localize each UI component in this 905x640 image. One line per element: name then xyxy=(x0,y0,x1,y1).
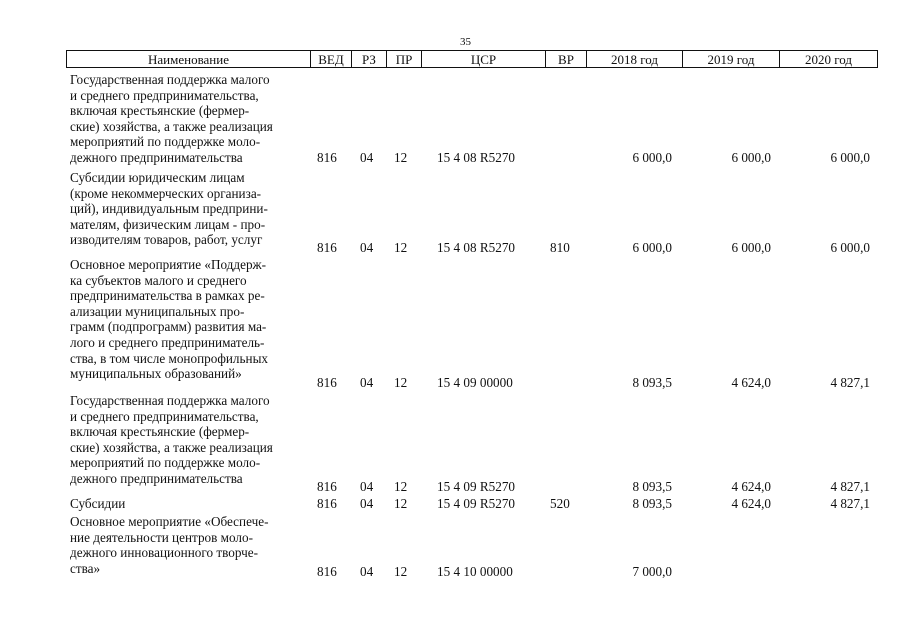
row-rz: 04 xyxy=(360,150,374,165)
row-csr: 15 4 09 00000 xyxy=(437,375,513,390)
row-rz: 04 xyxy=(360,564,374,579)
row-2018: 7 000,0 xyxy=(632,564,672,579)
row-ved: 816 xyxy=(317,375,337,390)
row-pr: 12 xyxy=(394,150,408,165)
row-2018: 8 093,5 xyxy=(632,479,672,494)
row-rz: 04 xyxy=(360,240,374,255)
row-ved: 816 xyxy=(317,479,337,494)
header-2018: 2018 год xyxy=(586,50,682,68)
row-2020: 4 827,1 xyxy=(830,479,870,494)
header-vr: ВР xyxy=(545,50,586,68)
row-2018: 8 093,5 xyxy=(632,375,672,390)
header-csr: ЦСР xyxy=(421,50,545,68)
row-name: Основное мероприятие «Поддерж- ка субъектов малого и среднего предпринимательства в рамках ре- ализации муниципальных про- грамм (подпрограмм) развития ма- лого и среднего предприниматель- ства, в том числе монопрофильных муниципальных образований» xyxy=(70,257,269,382)
header-rz: РЗ xyxy=(351,50,386,68)
header-2020: 2020 год xyxy=(779,50,878,68)
row-rz: 04 xyxy=(360,496,374,511)
header-name: Наименование xyxy=(66,50,310,68)
row-2019: 6 000,0 xyxy=(731,150,771,165)
table-header xyxy=(66,50,878,68)
row-rz: 04 xyxy=(360,479,374,494)
row-vr: 810 xyxy=(550,240,570,255)
row-ved: 816 xyxy=(317,496,337,511)
row-2020: 4 827,1 xyxy=(830,375,870,390)
row-pr: 12 xyxy=(394,496,408,511)
row-2019: 6 000,0 xyxy=(731,240,771,255)
row-pr: 12 xyxy=(394,240,408,255)
page-number: 35 xyxy=(460,36,471,48)
row-csr: 15 4 09 R5270 xyxy=(437,479,516,494)
row-csr: 15 4 08 R5270 xyxy=(437,240,516,255)
row-2020: 6 000,0 xyxy=(830,240,870,255)
row-csr: 15 4 09 R5270 xyxy=(437,496,516,511)
row-name: Государственная поддержка малого и среднего предпринимательства, включая крестьянские (фермер- ские) хозяйства, а также реализация мероприятий по поддержке моло- дежного предпринимательства xyxy=(70,72,273,165)
row-2019: 4 624,0 xyxy=(731,375,771,390)
row-csr: 15 4 08 R5270 xyxy=(437,150,516,165)
row-pr: 12 xyxy=(394,479,408,494)
row-pr: 12 xyxy=(394,375,408,390)
row-2019: 4 624,0 xyxy=(731,496,771,511)
row-2018: 6 000,0 xyxy=(632,240,672,255)
row-2020: 4 827,1 xyxy=(830,496,870,511)
row-vr: 520 xyxy=(550,496,570,511)
row-2018: 8 093,5 xyxy=(632,496,672,511)
row-2019: 4 624,0 xyxy=(731,479,771,494)
row-csr: 15 4 10 00000 xyxy=(437,564,513,579)
row-2018: 6 000,0 xyxy=(632,150,672,165)
row-name: Субсидии xyxy=(70,496,126,511)
header-pr: ПР xyxy=(386,50,421,68)
row-ved: 816 xyxy=(317,564,337,579)
row-pr: 12 xyxy=(394,564,408,579)
header-2019: 2019 год xyxy=(682,50,779,68)
row-2020: 6 000,0 xyxy=(830,150,870,165)
row-name: Государственная поддержка малого и среднего предпринимательства, включая крестьянские (фермер- ские) хозяйства, а также реализация мероприятий по поддержке моло- дежного предпринимательства xyxy=(70,393,273,486)
row-ved: 816 xyxy=(317,240,337,255)
row-name: Основное мероприятие «Обеспече- ние деятельности центров моло- дежного инновационного творче- ства» xyxy=(70,514,269,576)
row-name: Субсидии юридическим лицам (кроме некоммерческих организа- ций), индивидуальным предприни- мателям, физическим лицам - про- изводителям товаров, работ, услуг xyxy=(70,170,268,248)
row-ved: 816 xyxy=(317,150,337,165)
row-rz: 04 xyxy=(360,375,374,390)
header-ved: ВЕД xyxy=(310,50,351,68)
